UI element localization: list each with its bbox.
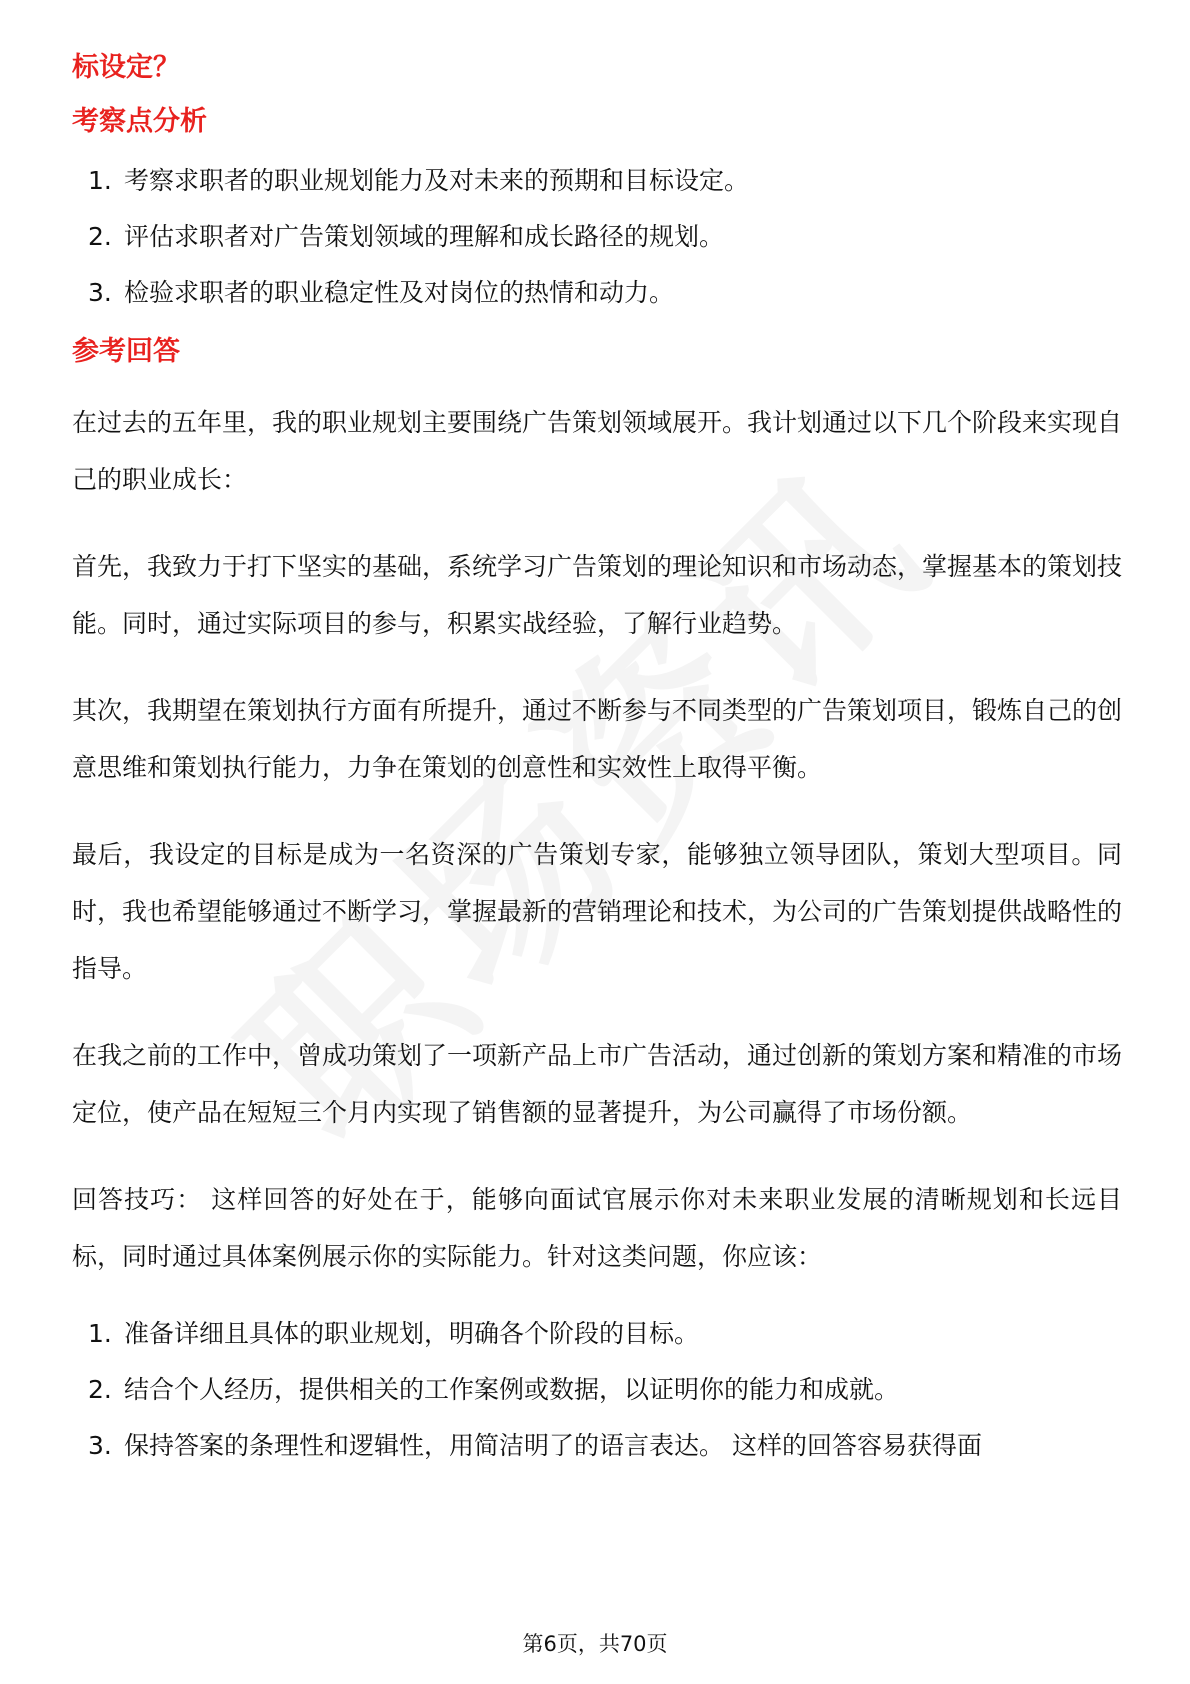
list-item: [72, 218, 1122, 256]
answer-paragraph: 在过去的五年里，我的职业规划主要围绕广告策划领域展开。我计划通过以下几个阶段来实现自己的职业成长：: [72, 408, 1123, 494]
list-item-number: 2.: [88, 222, 112, 251]
list-item-number: 3.: [88, 278, 112, 307]
continued-heading: 标设定？: [72, 52, 180, 83]
answer-paragraph: 首先，我致力于打下坚实的基础，系统学习广告策划的理论知识和市场动态，掌握基本的策划技能。同时，通过实际项目的参与，积累实战经验，了解行业趋势。: [72, 552, 1123, 638]
list-item-text: 准备详细且具体的职业规划，明确各个阶段的目标。: [124, 1319, 700, 1348]
list-item-text: 评估求职者对广告策划领域的理解和成长路径的规划。: [124, 222, 725, 251]
page-content: [72, 48, 1122, 1483]
analysis-heading: 考察点分析: [72, 106, 207, 137]
tips-list: [72, 1315, 1122, 1465]
answer-paragraph: 在我之前的工作中，曾成功策划了一项新产品上市广告活动，通过创新的策划方案和精准的市场定位，使产品在短短三个月内实现了销售额的显著提升，为公司赢得了市场份额。: [72, 1041, 1123, 1127]
page-number-footer: 第6页，共70页: [522, 1632, 668, 1656]
list-item-number: 1.: [88, 166, 112, 195]
list-item-text: 保持答案的条理性和逻辑性，用简洁明了的语言表达。 这样的回答容易获得面: [124, 1431, 982, 1460]
list-item: [72, 1371, 1122, 1409]
list-item-text: 考察求职者的职业规划能力及对未来的预期和目标设定。: [124, 166, 750, 195]
list-item: [72, 1427, 1122, 1465]
list-item-number: 3.: [88, 1431, 112, 1460]
list-item-number: 1.: [88, 1319, 112, 1348]
answer-tips-intro: 回答技巧： 这样回答的好处在于，能够向面试官展示你对未来职业发展的清晰规划和长远目标，同时通过具体案例展示你的实际能力。针对这类问题，你应该：: [72, 1185, 1122, 1271]
list-item-text: 检验求职者的职业稳定性及对岗位的热情和动力。: [124, 278, 675, 307]
answer-paragraph: 最后，我设定的目标是成为一名资深的广告策划专家，能够独立领导团队，策划大型项目。同时，我也希望能够通过不断学习，掌握最新的营销理论和技术，为公司的广告策划提供战略性的指导。: [72, 840, 1123, 983]
list-item: [72, 162, 1122, 200]
list-item-text: 结合个人经历，提供相关的工作案例或数据，以证明你的能力和成就。: [124, 1375, 900, 1404]
list-item: [72, 1315, 1122, 1353]
list-item-number: 2.: [88, 1375, 112, 1404]
answer-paragraph: 其次，我期望在策划执行方面有所提升，通过不断参与不同类型的广告策划项目，锻炼自己的创意思维和策划执行能力，力争在策划的创意性和实效性上取得平衡。: [72, 696, 1123, 782]
answer-heading: 参考回答: [72, 336, 180, 367]
list-item: [72, 274, 1122, 312]
analysis-list: [72, 162, 1122, 312]
